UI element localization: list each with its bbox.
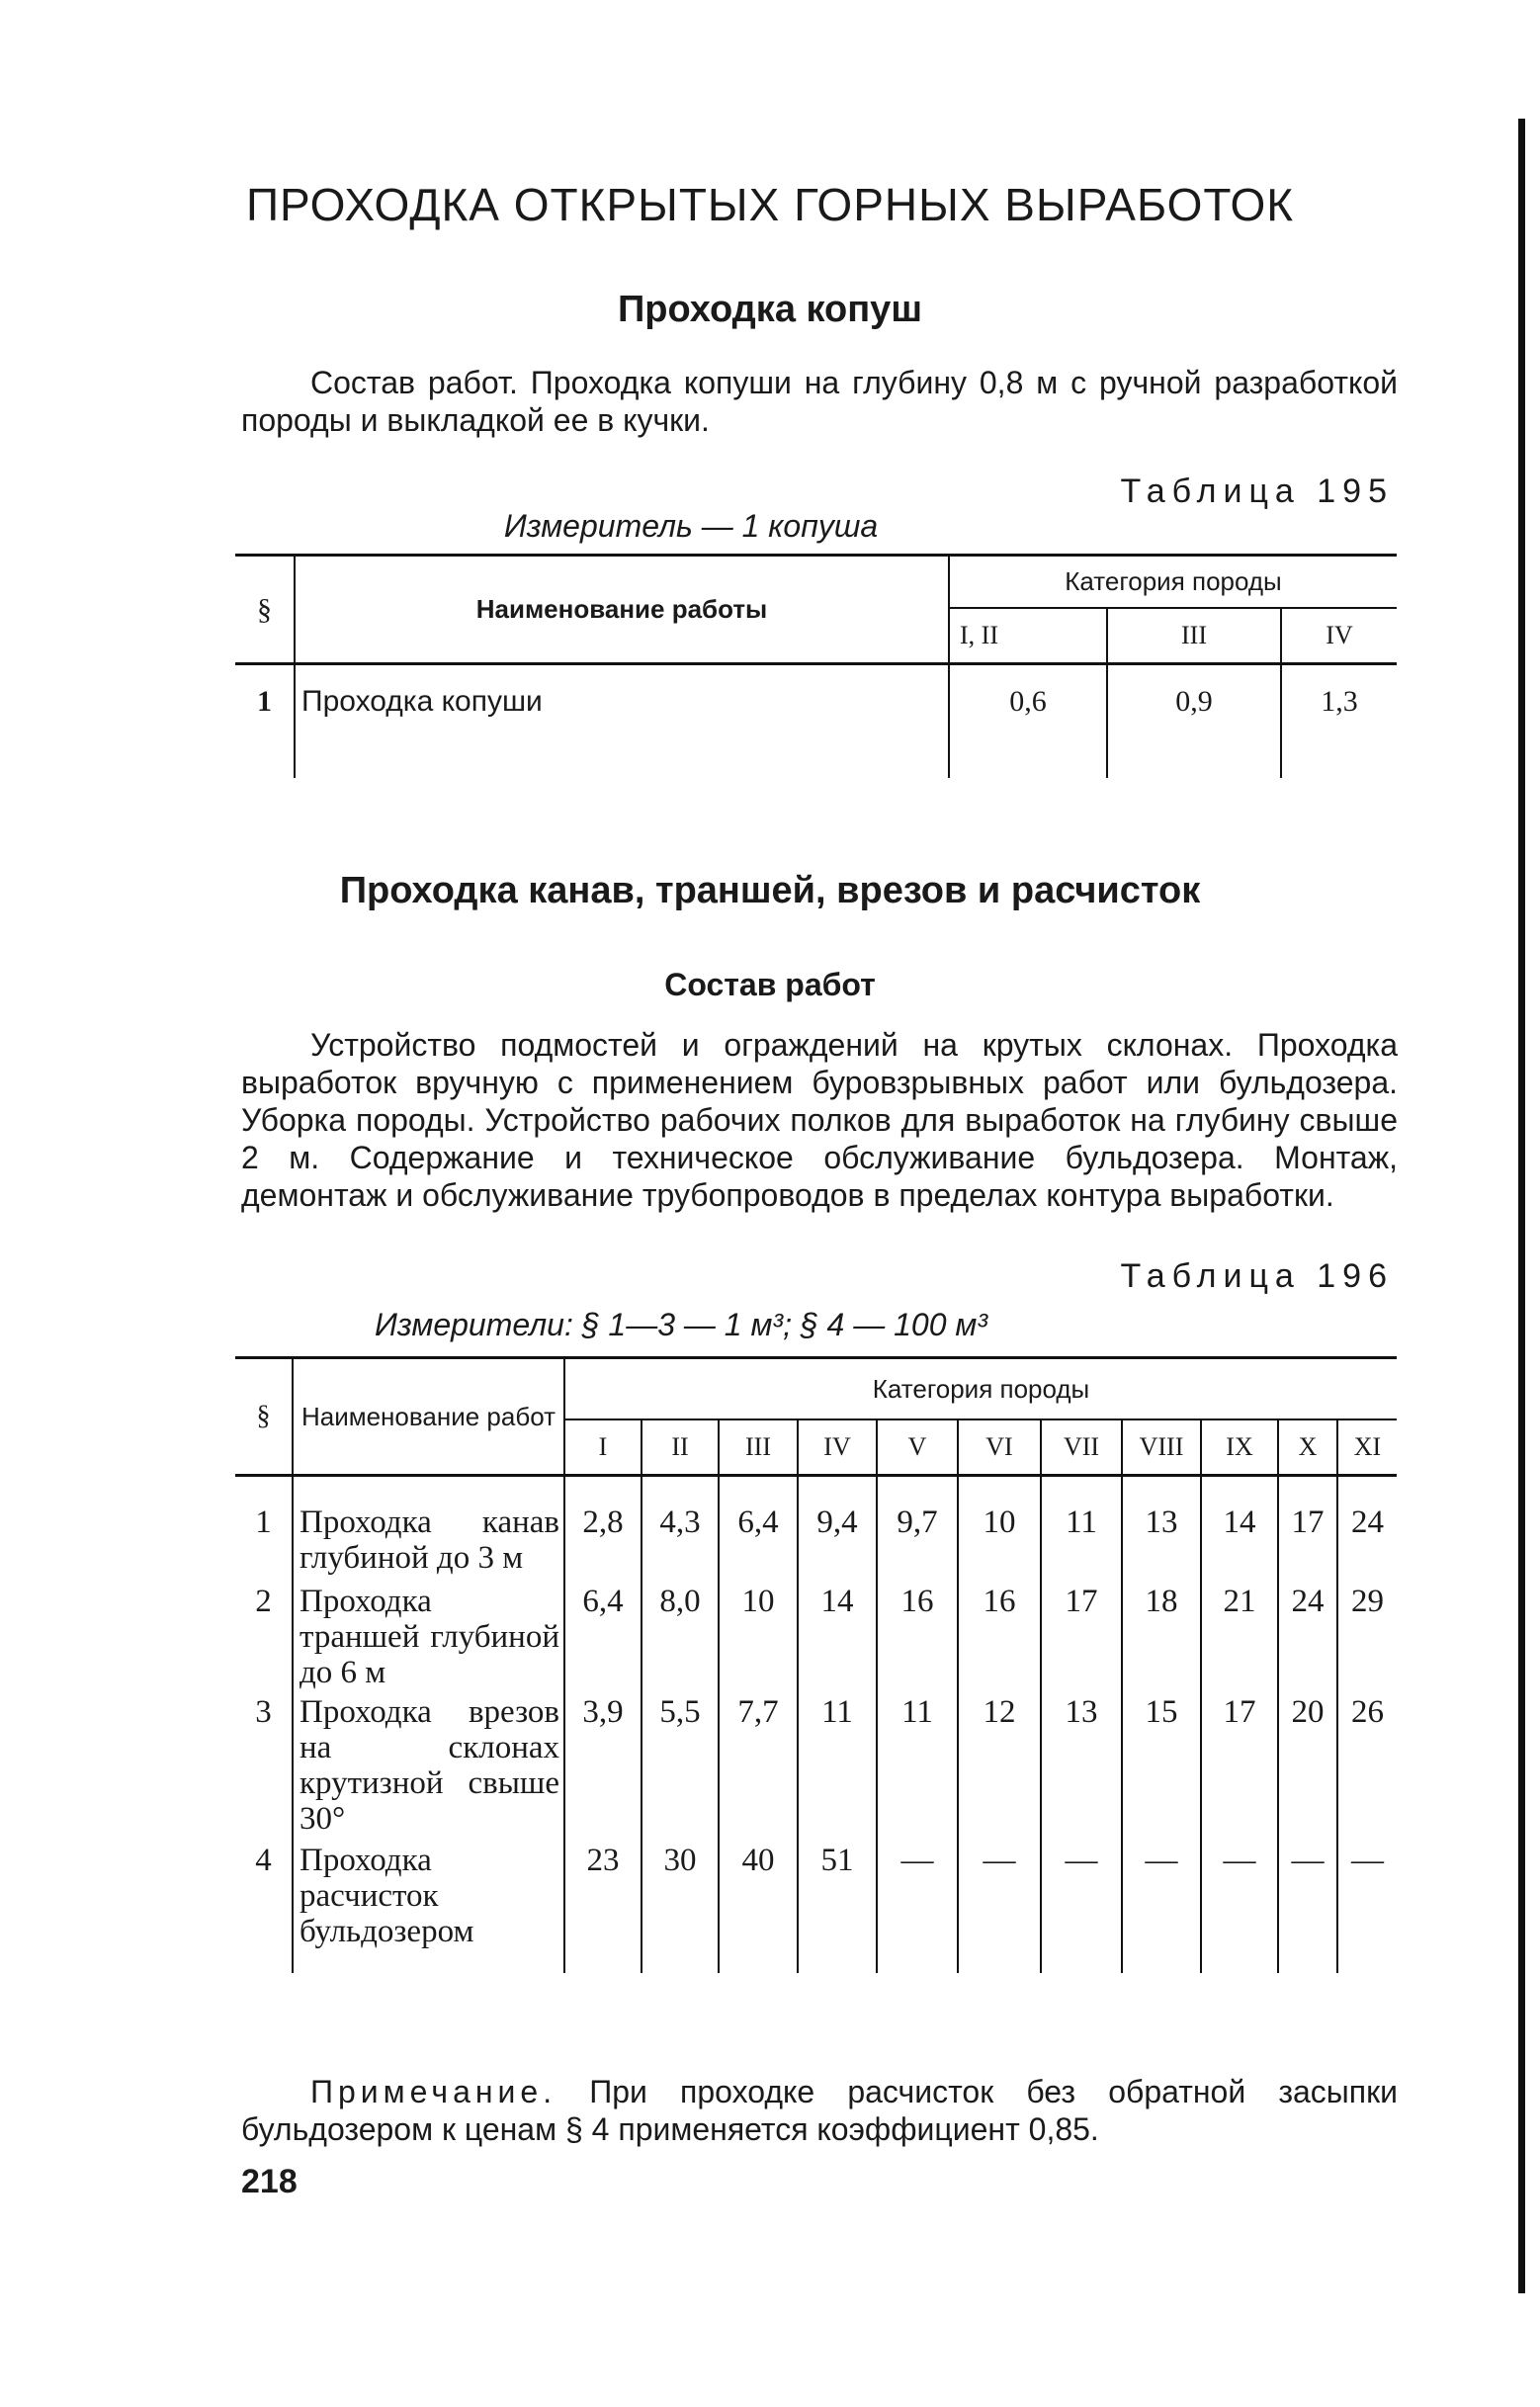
value-cell: 2,8 (564, 1475, 642, 1580)
page-edge-rule (1518, 119, 1525, 2293)
cat-col-5: V (877, 1419, 958, 1475)
value-cell: 0,6 (949, 664, 1107, 778)
value-cell: 26 (1337, 1690, 1397, 1839)
value-cell: 9,4 (798, 1475, 877, 1580)
value-cell: — (958, 1839, 1041, 1973)
header-category: Категория породы (949, 556, 1397, 609)
cat-col-6: VI (958, 1419, 1041, 1475)
value-cell: 13 (1122, 1475, 1201, 1580)
row-name: Проходка траншей глубиной до 6 м (293, 1580, 564, 1690)
row-name: Проходка копуши (295, 664, 949, 778)
value-cell: 11 (1041, 1475, 1122, 1580)
table-label-195: Таблица 195 (1120, 473, 1394, 510)
value-cell: 16 (958, 1580, 1041, 1690)
value-cell: 10 (958, 1475, 1041, 1580)
value-cell: 17 (1278, 1475, 1337, 1580)
value-cell: — (1122, 1839, 1201, 1973)
value-cell: 11 (798, 1690, 877, 1839)
value-cell: 6,4 (564, 1580, 642, 1690)
value-cell: 6,4 (719, 1475, 798, 1580)
value-cell: — (1278, 1839, 1337, 1973)
header-num: § (235, 1358, 293, 1476)
header-name: Наименование работы (295, 556, 949, 664)
row-num: 4 (255, 1843, 272, 1878)
value-cell: 14 (798, 1580, 877, 1690)
value-cell: 13 (1041, 1690, 1122, 1839)
value-cell: 3,9 (564, 1690, 642, 1839)
table-row (235, 1475, 1397, 1580)
value-cell: 0,9 (1107, 664, 1281, 778)
header-num: § (235, 556, 295, 664)
value-cell: 18 (1122, 1580, 1201, 1690)
value-cell: 1,3 (1281, 664, 1397, 778)
value-cell: 21 (1201, 1580, 1278, 1690)
value-cell: 8,0 (642, 1580, 719, 1690)
note-text: При проходке расчисток без обратной засыпки бульдозером к ценам § 4 применяется коэффициент 0,85. (241, 2074, 1399, 2147)
value-cell: 17 (1041, 1580, 1122, 1690)
header-category: Категория породы (564, 1358, 1397, 1420)
row-name: Проходка расчисток бульдозером (293, 1839, 564, 1973)
value-cell: 9,7 (877, 1475, 958, 1580)
value-cell: 5,5 (642, 1690, 719, 1839)
value-cell: 4,3 (642, 1475, 719, 1580)
header-name: Наименование работ (293, 1358, 564, 1476)
row-num: 1 (255, 1504, 272, 1540)
row-num: 3 (255, 1694, 272, 1730)
composition-text-1: Состав работ. Проходка копуши на глубину 0,8 м с ручной разработкой породы и выкладкой ее в кучки. (241, 365, 1398, 438)
table-196-body (235, 1475, 1397, 1973)
cat-col-8: VIII (1122, 1419, 1201, 1475)
value-cell: — (1041, 1839, 1122, 1973)
value-cell: 51 (798, 1839, 877, 1973)
value-cell: — (1201, 1839, 1278, 1973)
row-name: Проходка канав глубиной до 3 м (293, 1475, 564, 1580)
table-row (235, 1690, 1397, 1839)
cat-col-3: III (719, 1419, 798, 1475)
cat-col-10: X (1278, 1419, 1337, 1475)
value-cell: 15 (1122, 1690, 1201, 1839)
row-num: 2 (255, 1584, 272, 1619)
value-cell: 10 (719, 1580, 798, 1690)
value-cell: 7,7 (719, 1690, 798, 1839)
table-195 (235, 554, 1397, 778)
note (241, 2073, 1398, 2148)
value-cell: 24 (1337, 1475, 1397, 1580)
cat-col-11: XI (1337, 1419, 1397, 1475)
subheading-composition: Состав работ (664, 967, 876, 1002)
row-name: Проходка врезов на склонах крутизной свыше 30° (293, 1690, 564, 1839)
value-cell: — (877, 1839, 958, 1973)
note-label: Примечание. (310, 2074, 557, 2109)
value-cell: 16 (877, 1580, 958, 1690)
cat-col-3: IV (1281, 608, 1397, 664)
value-cell: 29 (1337, 1580, 1397, 1690)
composition-paragraph-1 (241, 364, 1398, 439)
table-label-196: Таблица 196 (1120, 1257, 1394, 1295)
table-row (235, 1839, 1397, 1973)
section-heading-kopush: Проходка копуш (617, 289, 922, 330)
cat-col-2: II (642, 1419, 719, 1475)
cat-col-2: III (1107, 608, 1281, 664)
value-cell: 20 (1278, 1690, 1337, 1839)
page-title: ПРОХОДКА ОТКРЫТЫХ ГОРНЫХ ВЫРАБОТОК (245, 179, 1295, 230)
value-cell: 14 (1201, 1475, 1278, 1580)
value-cell: 12 (958, 1690, 1041, 1839)
cat-col-4: IV (798, 1419, 877, 1475)
value-cell: 23 (564, 1839, 642, 1973)
table-row (235, 1580, 1397, 1690)
cat-col-9: IX (1201, 1419, 1278, 1475)
table-196 (235, 1356, 1397, 1973)
value-cell: 11 (877, 1690, 958, 1839)
section-heading-kanav: Проходка канав, траншей, врезов и расчисток (339, 870, 1201, 911)
cat-col-1: I (564, 1419, 642, 1475)
value-cell: 24 (1278, 1580, 1337, 1690)
meter-195: Измеритель — 1 копуша (503, 508, 879, 544)
cat-col-7: VII (1041, 1419, 1122, 1475)
row-num: 1 (257, 685, 272, 718)
composition-text-2: Устройство подмостей и ограждений на крутых склонах. Проходка выработок вручную с применением буровзрывных работ или бульдозера. Уборка породы. Устройство рабочих полков для выработок на глубину свыше 2 м. Содержание и техническое обслуживание бульдозера. Монтаж, демонтаж и обслуживание трубопроводов в пределах контура выработки. (241, 1027, 1398, 1213)
value-cell: — (1337, 1839, 1397, 1973)
value-cell: 30 (642, 1839, 719, 1973)
cat-col-1: I, II (949, 608, 1107, 664)
page-number: 218 (241, 2163, 298, 2200)
composition-paragraph-2 (241, 1026, 1398, 1214)
value-cell: 40 (719, 1839, 798, 1973)
value-cell: 17 (1201, 1690, 1278, 1839)
meter-196: Измерители: § 1—3 — 1 м³; § 4 — 100 м³ (374, 1307, 987, 1342)
